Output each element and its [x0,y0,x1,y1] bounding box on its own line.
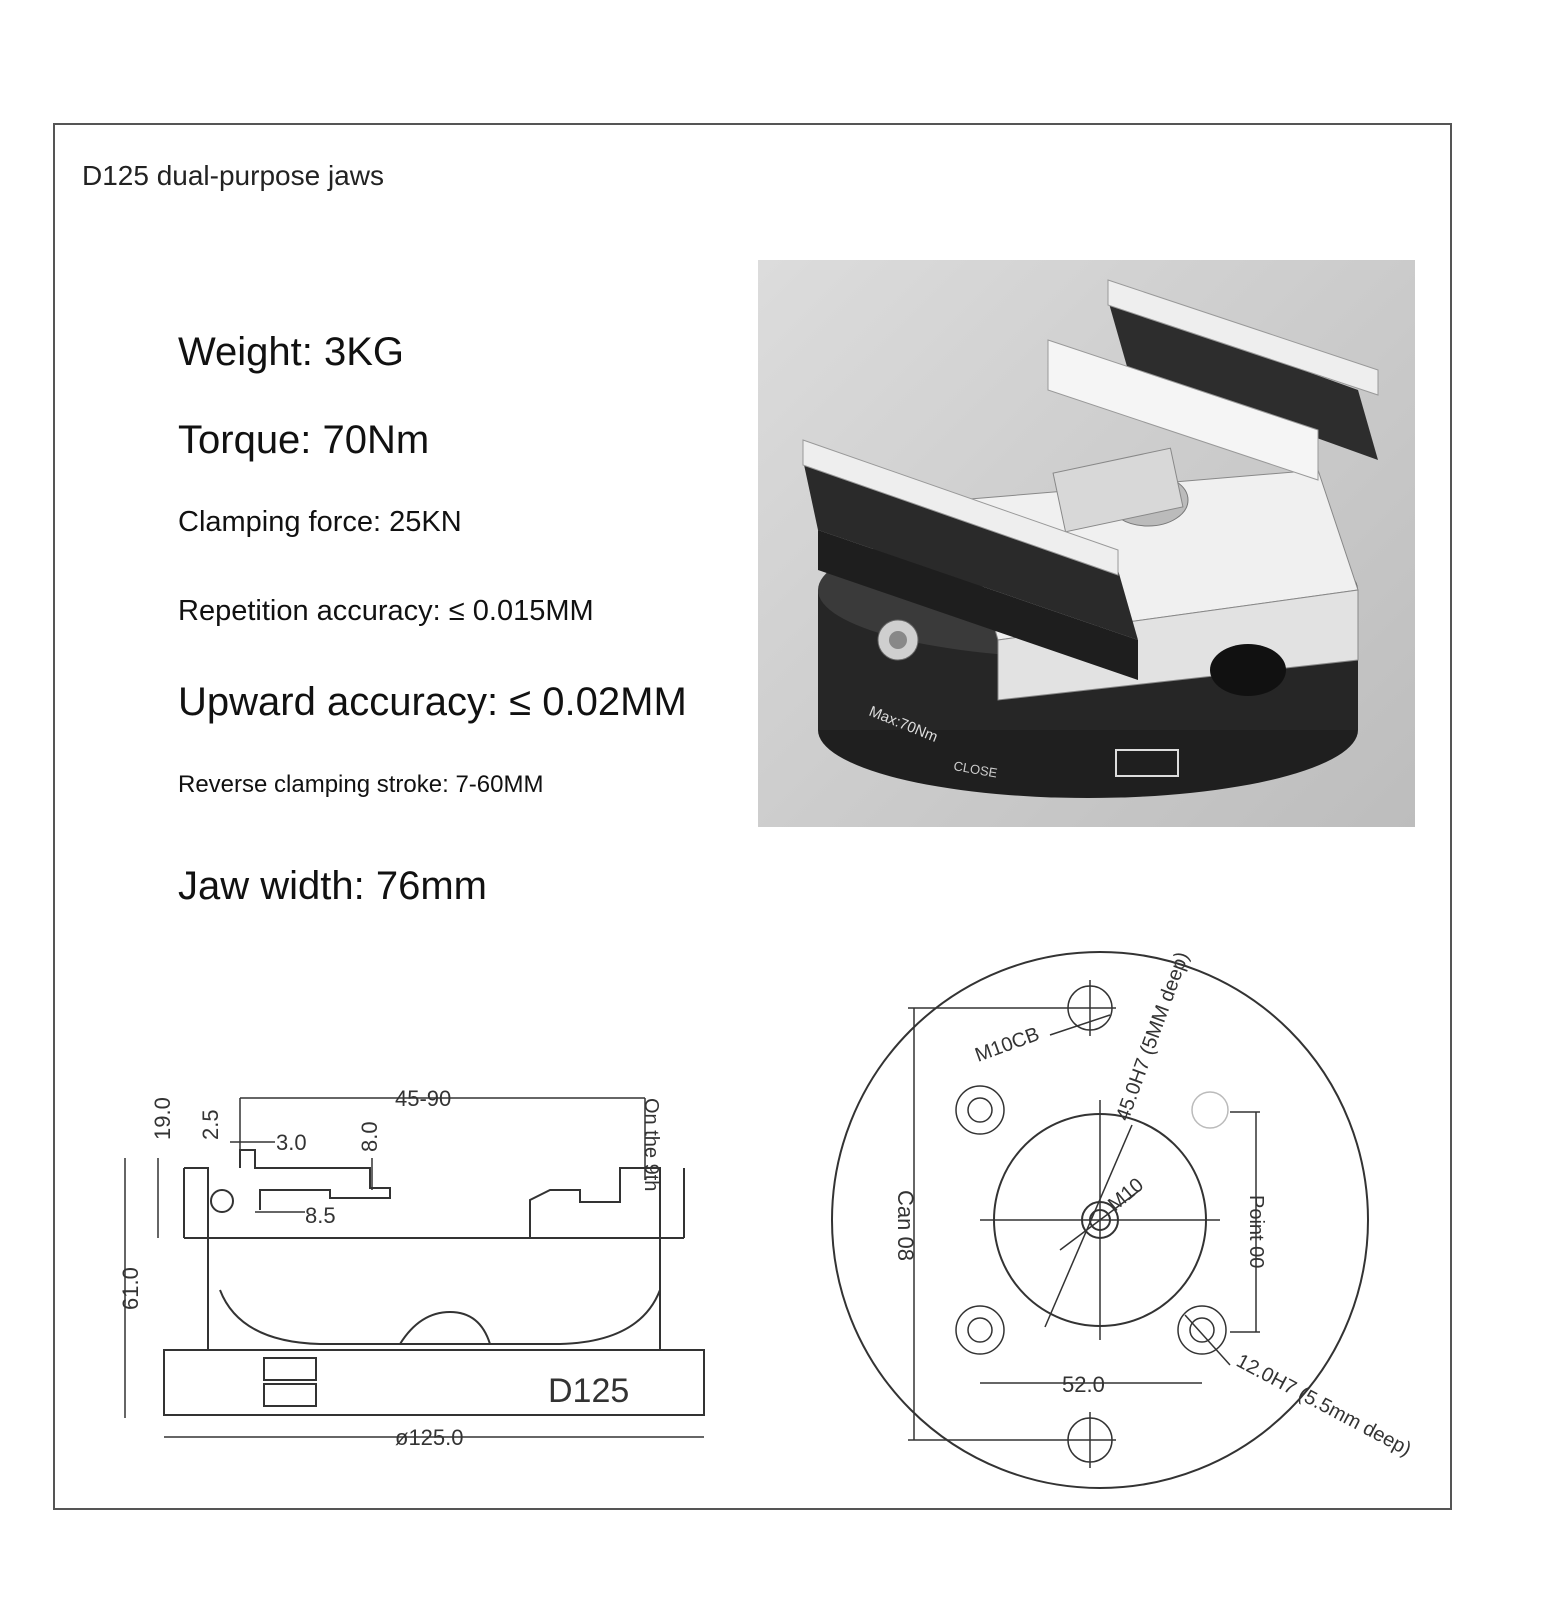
dim-45-90: 45-90 [395,1086,452,1111]
dim-8-5: 8.5 [305,1203,336,1228]
dim-2-5: 2.5 [198,1109,223,1140]
spec-weight: Weight: 3KG [178,330,405,374]
m10-label: M10 [1104,1173,1149,1216]
dim-19: 19.0 [150,1097,175,1140]
spec-repetition-accuracy: Repetition accuracy: ≤ 0.015MM [178,595,594,627]
dim-125: ø125.0 [395,1425,464,1450]
spec-clamping-force: Clamping force: 25KN [178,506,462,538]
spec-torque: Torque: 70Nm [178,418,430,462]
pin-45-label: 45.0H7 (5MM deep) [1112,949,1194,1124]
product-render [758,260,1415,827]
spec-jaw-width: Jaw width: 76mm [178,864,487,908]
spec-upward-accuracy: Upward accuracy: ≤ 0.02MM [178,680,687,724]
page-title: D125 dual-purpose jaws [82,160,384,191]
top-view-drawing [810,920,1450,1520]
close-label: CLOSE [952,758,999,781]
can-08-label: Can 08 [893,1190,918,1261]
point-00-label: Point 00 [1245,1195,1267,1269]
max-torque-label: Max:70Nm [866,702,941,746]
pin-12-label: 12.0H7 (5.5mm deep) [1232,1349,1415,1461]
dim-61: 61.0 [118,1267,143,1310]
model-label: D125 [548,1372,630,1410]
logo-bottom [264,1384,316,1406]
m10cb-label: M10CB [972,1023,1043,1067]
spec-reverse-stroke: Reverse clamping stroke: 7-60MM [178,771,544,798]
logo-top [264,1358,316,1380]
side-view-drawing [100,1080,720,1460]
dim-3: 3.0 [276,1130,307,1155]
dim-52: 52.0 [1062,1372,1105,1397]
note-9th: On the 9th [640,1098,662,1192]
dim-8: 8.0 [357,1121,382,1152]
